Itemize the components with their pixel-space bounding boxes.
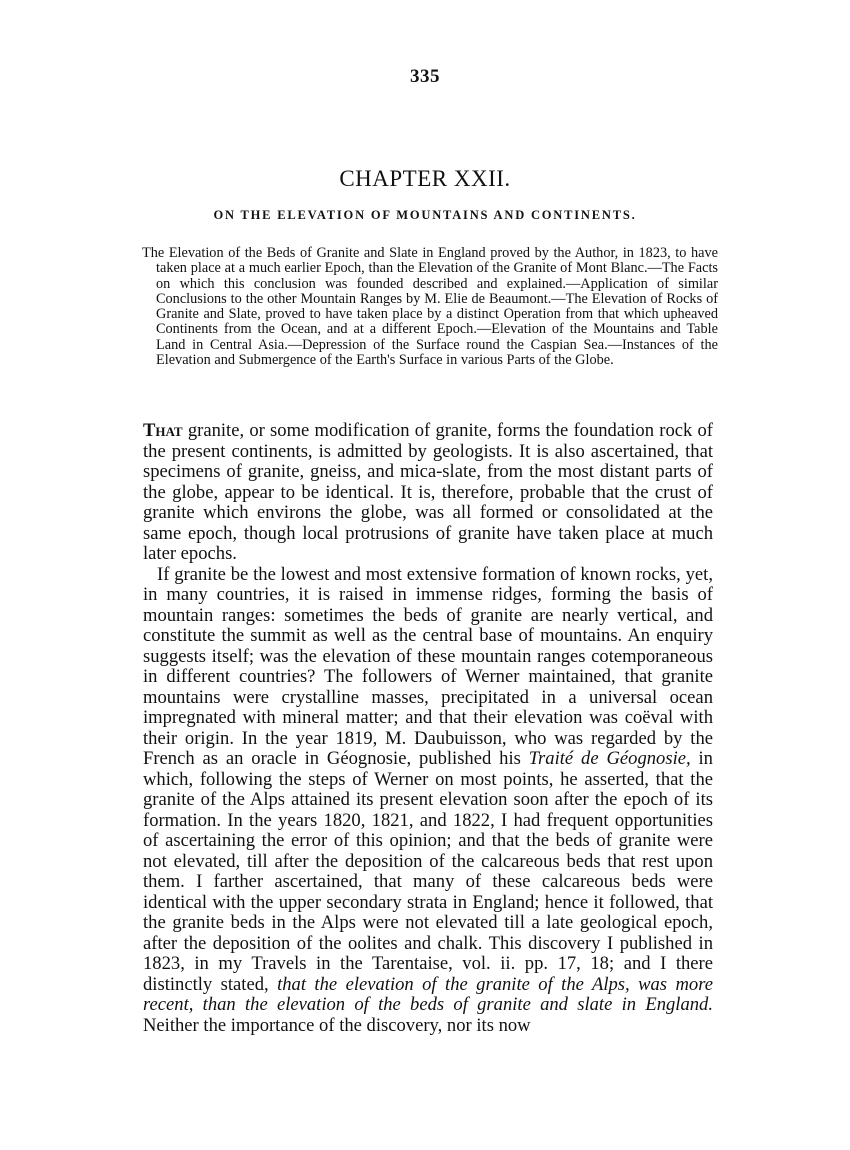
paragraph-1 bbox=[143, 421, 713, 565]
page-number: 335 bbox=[410, 66, 440, 87]
chapter-title: CHAPTER XXII. bbox=[339, 166, 511, 191]
paragraph-1-lead-word: That bbox=[143, 420, 183, 441]
paragraph-2 bbox=[143, 565, 713, 1037]
paragraph-2-text-a: If granite be the lowest and most extensive formation of known rocks, yet, in many countries, it is raised in immense ridges, forming the basis of mountain ranges: sometimes the beds of granite are nearly vertical, and constitute the summit as well as the central base of mountains. An enquiry suggests itself; was the elevation of these mountain ranges cotemporaneous in different countries? The followers of Werner maintained, that granite mountains were crystalline masses, precipitated in a universal ocean impregnated with mineral matter; and that their elevation was coëval with their origin. In the year 1819, M. Daubuisson, who was regarded by the French as an oracle in Géognosie, published his bbox=[143, 563, 713, 769]
paragraph-2-text-b: in which, following the steps of Werner on most points, he asserted, that the granite of the Alps attained its present elevation soon after the epoch of its formation. In the years 1820, 1821, and 1822, I had frequent opportunities of ascertaining the error of this opinion; and that the beds of granite were not elevated, till after the deposition of the calcareous beds that rest upon them. I farther ascertained, that many of these calcareous beds were identical with the upper secondary strata in England; hence it followed, that the granite beds in the Alps were not elevated till a late geological epoch, after the deposition of the oolites and chalk. This discovery I published in 1823, in my Travels in the Tarentaise, vol. ii. pp. 17, 18; and I there distinctly stated, bbox=[143, 748, 713, 995]
chapter-subtitle: ON THE ELEVATION OF MOUNTAINS AND CONTINENTS. bbox=[213, 208, 637, 222]
book-title: Traité de Géognosie, bbox=[528, 748, 691, 769]
italic-statement: that the elevation of the granite of the Alps, was more recent, than the elevation of the beds of granite and slate in England. bbox=[143, 973, 713, 1015]
paragraph-1-text: granite, or some modification of granite, forms the foundation rock of the present continents, is admitted by geologists. It is also ascertained, that specimens of granite, gneiss, and mica-slate, from the most distant parts of the globe, appear to be identical. It is, therefore, probable that the crust of granite which environs the globe, was all formed or consolidated at the same epoch, though local protrusions of granite have taken place at much later epochs. bbox=[143, 420, 713, 564]
body-text bbox=[143, 421, 713, 1036]
paragraph-2-text-c: Neither the importance of the discovery, nor its now bbox=[143, 1014, 531, 1036]
chapter-synopsis: The Elevation of the Beds of Granite and Slate in England proved by the Author, in 1823, to have taken place at a much earlier Epoch, than the Elevation of the Granite of Mont Blanc.—The Facts on which this conclusion was founded described and explained.—Application of similar Conclusions to the other Mountain Ranges by M. Elie de Beaumont.—The Elevation of Rocks of Granite and Slate, proved to have taken place by a distinct Operation from that which upheaved Continents from the Ocean, and at a different Epoch.—Elevation of the Mountains and Table Land in Central Asia.—Depression of the Surface round the Caspian Sea.—Instances of the Elevation and Submergence of the Earth's Surface in various Parts of the Globe. bbox=[142, 245, 718, 369]
